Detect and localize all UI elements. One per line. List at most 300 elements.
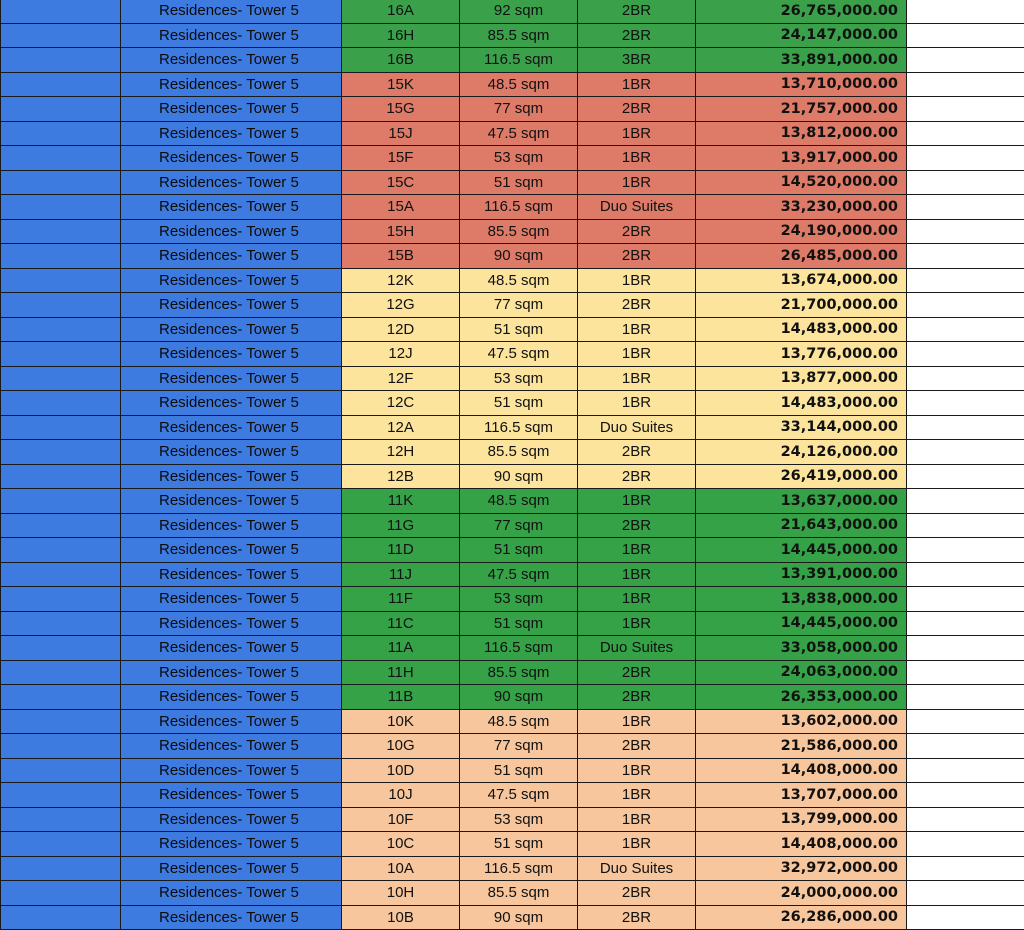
row-marker-cell[interactable] — [1, 685, 121, 710]
unit-cell[interactable]: 16H — [342, 23, 460, 48]
row-marker-cell[interactable] — [1, 734, 121, 759]
empty-cell[interactable] — [907, 391, 1024, 416]
area-cell[interactable]: 47.5 sqm — [460, 562, 578, 587]
area-cell[interactable]: 53 sqm — [460, 587, 578, 612]
price-cell[interactable]: 13,812,000.00 — [696, 121, 907, 146]
table-row — [1, 464, 1024, 489]
table-row — [1, 562, 1024, 587]
table-row — [1, 538, 1024, 563]
table-row — [1, 636, 1024, 661]
empty-cell[interactable] — [907, 293, 1024, 318]
unit-cell[interactable]: 12D — [342, 317, 460, 342]
unit-cell[interactable]: 15A — [342, 195, 460, 220]
table-row — [1, 342, 1024, 367]
project-cell[interactable]: Residences- Tower 5 — [121, 23, 342, 48]
price-cell[interactable]: 13,776,000.00 — [696, 342, 907, 367]
project-cell[interactable]: Residences- Tower 5 — [121, 734, 342, 759]
project-cell[interactable]: Residences- Tower 5 — [121, 317, 342, 342]
price-cell[interactable]: 13,391,000.00 — [696, 562, 907, 587]
price-cell[interactable]: 13,917,000.00 — [696, 146, 907, 171]
type-cell[interactable]: 1BR — [578, 121, 696, 146]
project-cell[interactable]: Residences- Tower 5 — [121, 513, 342, 538]
row-marker-cell[interactable] — [1, 0, 121, 23]
empty-cell[interactable] — [907, 219, 1024, 244]
project-cell[interactable]: Residences- Tower 5 — [121, 905, 342, 930]
type-cell[interactable]: 2BR — [578, 905, 696, 930]
empty-cell[interactable] — [907, 538, 1024, 563]
area-cell[interactable]: 116.5 sqm — [460, 856, 578, 881]
type-cell[interactable]: 1BR — [578, 366, 696, 391]
unit-cell[interactable]: 12A — [342, 415, 460, 440]
type-cell[interactable]: 2BR — [578, 219, 696, 244]
row-marker-cell[interactable] — [1, 293, 121, 318]
empty-cell[interactable] — [907, 317, 1024, 342]
empty-cell[interactable] — [907, 734, 1024, 759]
row-marker-cell[interactable] — [1, 97, 121, 122]
type-cell[interactable]: Duo Suites — [578, 636, 696, 661]
unit-cell[interactable]: 11C — [342, 611, 460, 636]
price-cell[interactable]: 13,877,000.00 — [696, 366, 907, 391]
row-marker-cell[interactable] — [1, 342, 121, 367]
empty-cell[interactable] — [907, 709, 1024, 734]
row-marker-cell[interactable] — [1, 72, 121, 97]
type-cell[interactable]: 2BR — [578, 685, 696, 710]
price-cell[interactable]: 26,485,000.00 — [696, 244, 907, 269]
area-cell[interactable]: 85.5 sqm — [460, 881, 578, 906]
empty-cell[interactable] — [907, 342, 1024, 367]
type-cell[interactable]: Duo Suites — [578, 856, 696, 881]
project-cell[interactable]: Residences- Tower 5 — [121, 832, 342, 857]
table-row — [1, 611, 1024, 636]
row-marker-cell[interactable] — [1, 195, 121, 220]
project-cell[interactable]: Residences- Tower 5 — [121, 48, 342, 73]
price-cell[interactable]: 33,144,000.00 — [696, 415, 907, 440]
area-cell[interactable]: 51 sqm — [460, 611, 578, 636]
table-row — [1, 905, 1024, 930]
type-cell[interactable]: 2BR — [578, 464, 696, 489]
price-cell[interactable]: 14,408,000.00 — [696, 758, 907, 783]
row-marker-cell[interactable] — [1, 783, 121, 808]
project-cell[interactable]: Residences- Tower 5 — [121, 440, 342, 465]
unit-cell[interactable]: 12G — [342, 293, 460, 318]
unit-cell[interactable]: 11H — [342, 660, 460, 685]
project-cell[interactable]: Residences- Tower 5 — [121, 268, 342, 293]
table-row — [1, 219, 1024, 244]
unit-cell[interactable]: 10G — [342, 734, 460, 759]
type-cell[interactable]: 1BR — [578, 611, 696, 636]
price-cell[interactable]: 26,353,000.00 — [696, 685, 907, 710]
price-cell[interactable]: 24,126,000.00 — [696, 440, 907, 465]
project-cell[interactable]: Residences- Tower 5 — [121, 219, 342, 244]
table-row — [1, 832, 1024, 857]
unit-cell[interactable]: 12F — [342, 366, 460, 391]
area-cell[interactable]: 116.5 sqm — [460, 415, 578, 440]
row-marker-cell[interactable] — [1, 121, 121, 146]
empty-cell[interactable] — [907, 660, 1024, 685]
empty-cell[interactable] — [907, 48, 1024, 73]
empty-cell[interactable] — [907, 611, 1024, 636]
table-row — [1, 415, 1024, 440]
row-marker-cell[interactable] — [1, 587, 121, 612]
project-cell[interactable]: Residences- Tower 5 — [121, 709, 342, 734]
type-cell[interactable]: 2BR — [578, 734, 696, 759]
type-cell[interactable]: 1BR — [578, 807, 696, 832]
price-cell[interactable]: 14,483,000.00 — [696, 317, 907, 342]
area-cell[interactable]: 51 sqm — [460, 391, 578, 416]
area-cell[interactable]: 51 sqm — [460, 170, 578, 195]
unit-cell[interactable]: 15J — [342, 121, 460, 146]
empty-cell[interactable] — [907, 783, 1024, 808]
type-cell[interactable]: 1BR — [578, 832, 696, 857]
table-row — [1, 268, 1024, 293]
row-marker-cell[interactable] — [1, 464, 121, 489]
area-cell[interactable]: 47.5 sqm — [460, 342, 578, 367]
row-marker-cell[interactable] — [1, 391, 121, 416]
area-cell[interactable]: 77 sqm — [460, 513, 578, 538]
type-cell[interactable]: 2BR — [578, 0, 696, 23]
type-cell[interactable]: 1BR — [578, 538, 696, 563]
project-cell[interactable]: Residences- Tower 5 — [121, 366, 342, 391]
price-cell[interactable]: 13,602,000.00 — [696, 709, 907, 734]
unit-cell[interactable]: 10A — [342, 856, 460, 881]
price-cell[interactable]: 13,710,000.00 — [696, 72, 907, 97]
row-marker-cell[interactable] — [1, 513, 121, 538]
unit-cell[interactable]: 11F — [342, 587, 460, 612]
price-cell[interactable]: 14,408,000.00 — [696, 832, 907, 857]
empty-cell[interactable] — [907, 807, 1024, 832]
price-cell[interactable]: 26,286,000.00 — [696, 905, 907, 930]
price-cell[interactable]: 26,765,000.00 — [696, 0, 907, 23]
area-cell[interactable]: 116.5 sqm — [460, 636, 578, 661]
price-cell[interactable]: 14,483,000.00 — [696, 391, 907, 416]
unit-cell[interactable]: 12C — [342, 391, 460, 416]
project-cell[interactable]: Residences- Tower 5 — [121, 685, 342, 710]
type-cell[interactable]: 1BR — [578, 783, 696, 808]
project-cell[interactable]: Residences- Tower 5 — [121, 636, 342, 661]
type-cell[interactable]: 2BR — [578, 881, 696, 906]
type-cell[interactable]: 2BR — [578, 244, 696, 269]
empty-cell[interactable] — [907, 562, 1024, 587]
unit-cell[interactable]: 11J — [342, 562, 460, 587]
unit-cell[interactable]: 16A — [342, 0, 460, 23]
table-row — [1, 513, 1024, 538]
area-cell[interactable]: 90 sqm — [460, 464, 578, 489]
table-row — [1, 660, 1024, 685]
area-cell[interactable]: 51 sqm — [460, 317, 578, 342]
price-cell[interactable]: 33,230,000.00 — [696, 195, 907, 220]
row-marker-cell[interactable] — [1, 244, 121, 269]
project-cell[interactable]: Residences- Tower 5 — [121, 170, 342, 195]
price-cell[interactable]: 13,637,000.00 — [696, 489, 907, 514]
area-cell[interactable]: 77 sqm — [460, 734, 578, 759]
unit-cell[interactable]: 10C — [342, 832, 460, 857]
row-marker-cell[interactable] — [1, 709, 121, 734]
area-cell[interactable]: 51 sqm — [460, 832, 578, 857]
area-cell[interactable]: 85.5 sqm — [460, 23, 578, 48]
row-marker-cell[interactable] — [1, 48, 121, 73]
empty-cell[interactable] — [907, 905, 1024, 930]
price-cell[interactable]: 13,707,000.00 — [696, 783, 907, 808]
row-marker-cell[interactable] — [1, 832, 121, 857]
empty-cell[interactable] — [907, 146, 1024, 171]
unit-cell[interactable]: 11D — [342, 538, 460, 563]
row-marker-cell[interactable] — [1, 758, 121, 783]
row-marker-cell[interactable] — [1, 170, 121, 195]
area-cell[interactable]: 90 sqm — [460, 905, 578, 930]
type-cell[interactable]: 1BR — [578, 317, 696, 342]
unit-cell[interactable]: 15H — [342, 219, 460, 244]
unit-cell[interactable]: 10D — [342, 758, 460, 783]
row-marker-cell[interactable] — [1, 489, 121, 514]
area-cell[interactable]: 53 sqm — [460, 366, 578, 391]
empty-cell[interactable] — [907, 97, 1024, 122]
row-marker-cell[interactable] — [1, 905, 121, 930]
project-cell[interactable]: Residences- Tower 5 — [121, 562, 342, 587]
project-cell[interactable]: Residences- Tower 5 — [121, 807, 342, 832]
empty-cell[interactable] — [907, 587, 1024, 612]
price-cell[interactable]: 32,972,000.00 — [696, 856, 907, 881]
price-cell[interactable]: 26,419,000.00 — [696, 464, 907, 489]
type-cell[interactable]: 2BR — [578, 97, 696, 122]
project-cell[interactable]: Residences- Tower 5 — [121, 342, 342, 367]
project-cell[interactable]: Residences- Tower 5 — [121, 195, 342, 220]
price-cell[interactable]: 14,445,000.00 — [696, 538, 907, 563]
row-marker-cell[interactable] — [1, 219, 121, 244]
area-cell[interactable]: 85.5 sqm — [460, 660, 578, 685]
area-cell[interactable]: 116.5 sqm — [460, 195, 578, 220]
area-cell[interactable]: 51 sqm — [460, 758, 578, 783]
table-row — [1, 391, 1024, 416]
area-cell[interactable]: 85.5 sqm — [460, 219, 578, 244]
area-cell[interactable]: 116.5 sqm — [460, 48, 578, 73]
type-cell[interactable]: 2BR — [578, 660, 696, 685]
price-cell[interactable]: 24,063,000.00 — [696, 660, 907, 685]
project-cell[interactable]: Residences- Tower 5 — [121, 587, 342, 612]
table-row — [1, 23, 1024, 48]
empty-cell[interactable] — [907, 856, 1024, 881]
price-cell[interactable]: 21,700,000.00 — [696, 293, 907, 318]
price-cell[interactable]: 13,838,000.00 — [696, 587, 907, 612]
empty-cell[interactable] — [907, 0, 1024, 23]
type-cell[interactable]: 2BR — [578, 293, 696, 318]
row-marker-cell[interactable] — [1, 881, 121, 906]
price-cell[interactable]: 21,757,000.00 — [696, 97, 907, 122]
empty-cell[interactable] — [907, 170, 1024, 195]
empty-cell[interactable] — [907, 415, 1024, 440]
row-marker-cell[interactable] — [1, 23, 121, 48]
row-marker-cell[interactable] — [1, 636, 121, 661]
price-cell[interactable]: 13,674,000.00 — [696, 268, 907, 293]
empty-cell[interactable] — [907, 440, 1024, 465]
project-cell[interactable]: Residences- Tower 5 — [121, 293, 342, 318]
table-row — [1, 48, 1024, 73]
empty-cell[interactable] — [907, 121, 1024, 146]
row-marker-cell[interactable] — [1, 366, 121, 391]
price-cell[interactable]: 33,058,000.00 — [696, 636, 907, 661]
table-row — [1, 685, 1024, 710]
row-marker-cell[interactable] — [1, 660, 121, 685]
row-marker-cell[interactable] — [1, 538, 121, 563]
area-cell[interactable]: 85.5 sqm — [460, 440, 578, 465]
area-cell[interactable]: 92 sqm — [460, 0, 578, 23]
area-cell[interactable]: 47.5 sqm — [460, 783, 578, 808]
table-row — [1, 293, 1024, 318]
unit-cell[interactable]: 10F — [342, 807, 460, 832]
price-cell[interactable]: 21,643,000.00 — [696, 513, 907, 538]
unit-cell[interactable]: 11B — [342, 685, 460, 710]
unit-cell[interactable]: 11G — [342, 513, 460, 538]
empty-cell[interactable] — [907, 636, 1024, 661]
project-cell[interactable]: Residences- Tower 5 — [121, 758, 342, 783]
table-row — [1, 146, 1024, 171]
project-cell[interactable]: Residences- Tower 5 — [121, 415, 342, 440]
empty-cell[interactable] — [907, 464, 1024, 489]
empty-cell[interactable] — [907, 832, 1024, 857]
area-cell[interactable]: 48.5 sqm — [460, 268, 578, 293]
row-marker-cell[interactable] — [1, 856, 121, 881]
unit-cell[interactable]: 12J — [342, 342, 460, 367]
type-cell[interactable]: 1BR — [578, 170, 696, 195]
unit-cell[interactable]: 15G — [342, 97, 460, 122]
empty-cell[interactable] — [907, 489, 1024, 514]
project-cell[interactable]: Residences- Tower 5 — [121, 97, 342, 122]
empty-cell[interactable] — [907, 268, 1024, 293]
project-cell[interactable]: Residences- Tower 5 — [121, 660, 342, 685]
table-row — [1, 72, 1024, 97]
unit-cell[interactable]: 10K — [342, 709, 460, 734]
table-row — [1, 709, 1024, 734]
price-cell[interactable]: 24,190,000.00 — [696, 219, 907, 244]
area-cell[interactable]: 53 sqm — [460, 807, 578, 832]
project-cell[interactable]: Residences- Tower 5 — [121, 611, 342, 636]
type-cell[interactable]: 1BR — [578, 758, 696, 783]
unit-cell[interactable]: 10J — [342, 783, 460, 808]
type-cell[interactable]: Duo Suites — [578, 415, 696, 440]
price-cell[interactable]: 13,799,000.00 — [696, 807, 907, 832]
area-cell[interactable]: 77 sqm — [460, 293, 578, 318]
project-cell[interactable]: Residences- Tower 5 — [121, 489, 342, 514]
unit-cell[interactable]: 15K — [342, 72, 460, 97]
table-row — [1, 317, 1024, 342]
project-cell[interactable]: Residences- Tower 5 — [121, 881, 342, 906]
table-row — [1, 97, 1024, 122]
project-cell[interactable]: Residences- Tower 5 — [121, 783, 342, 808]
row-marker-cell[interactable] — [1, 440, 121, 465]
type-cell[interactable]: 2BR — [578, 513, 696, 538]
table-row — [1, 170, 1024, 195]
area-cell[interactable]: 53 sqm — [460, 146, 578, 171]
area-cell[interactable]: 48.5 sqm — [460, 72, 578, 97]
price-cell[interactable]: 33,891,000.00 — [696, 48, 907, 73]
row-marker-cell[interactable] — [1, 415, 121, 440]
unit-cell[interactable]: 11A — [342, 636, 460, 661]
project-cell[interactable]: Residences- Tower 5 — [121, 464, 342, 489]
empty-cell[interactable] — [907, 244, 1024, 269]
price-cell[interactable]: 21,586,000.00 — [696, 734, 907, 759]
row-marker-cell[interactable] — [1, 807, 121, 832]
empty-cell[interactable] — [907, 366, 1024, 391]
type-cell[interactable]: 1BR — [578, 146, 696, 171]
table-row — [1, 758, 1024, 783]
row-marker-cell[interactable] — [1, 146, 121, 171]
type-cell[interactable]: 2BR — [578, 23, 696, 48]
row-marker-cell[interactable] — [1, 268, 121, 293]
type-cell[interactable]: 2BR — [578, 440, 696, 465]
area-cell[interactable]: 47.5 sqm — [460, 121, 578, 146]
row-marker-cell[interactable] — [1, 317, 121, 342]
unit-cell[interactable]: 10H — [342, 881, 460, 906]
unit-cell[interactable]: 15C — [342, 170, 460, 195]
empty-cell[interactable] — [907, 513, 1024, 538]
project-cell[interactable]: Residences- Tower 5 — [121, 72, 342, 97]
row-marker-cell[interactable] — [1, 562, 121, 587]
price-cell[interactable]: 24,000,000.00 — [696, 881, 907, 906]
type-cell[interactable]: 1BR — [578, 489, 696, 514]
table-row — [1, 0, 1024, 23]
area-cell[interactable]: 90 sqm — [460, 244, 578, 269]
type-cell[interactable]: 1BR — [578, 391, 696, 416]
empty-cell[interactable] — [907, 195, 1024, 220]
unit-cell[interactable]: 12B — [342, 464, 460, 489]
area-cell[interactable]: 48.5 sqm — [460, 709, 578, 734]
table-row — [1, 366, 1024, 391]
table-body — [1, 0, 1024, 930]
row-marker-cell[interactable] — [1, 611, 121, 636]
unit-cell[interactable]: 12H — [342, 440, 460, 465]
empty-cell[interactable] — [907, 23, 1024, 48]
type-cell[interactable]: 3BR — [578, 48, 696, 73]
unit-cell[interactable]: 12K — [342, 268, 460, 293]
project-cell[interactable]: Residences- Tower 5 — [121, 538, 342, 563]
area-cell[interactable]: 77 sqm — [460, 97, 578, 122]
price-cell[interactable]: 14,520,000.00 — [696, 170, 907, 195]
type-cell[interactable]: 1BR — [578, 72, 696, 97]
table-row — [1, 587, 1024, 612]
price-cell[interactable]: 24,147,000.00 — [696, 23, 907, 48]
table-row — [1, 783, 1024, 808]
project-cell[interactable]: Residences- Tower 5 — [121, 121, 342, 146]
type-cell[interactable]: 1BR — [578, 709, 696, 734]
empty-cell[interactable] — [907, 72, 1024, 97]
table-row — [1, 440, 1024, 465]
type-cell[interactable]: 1BR — [578, 268, 696, 293]
empty-cell[interactable] — [907, 685, 1024, 710]
table-row — [1, 807, 1024, 832]
unit-cell[interactable]: 10B — [342, 905, 460, 930]
type-cell[interactable]: 1BR — [578, 587, 696, 612]
project-cell[interactable]: Residences- Tower 5 — [121, 146, 342, 171]
table-row — [1, 881, 1024, 906]
type-cell[interactable]: Duo Suites — [578, 195, 696, 220]
area-cell[interactable]: 51 sqm — [460, 538, 578, 563]
price-cell[interactable]: 14,445,000.00 — [696, 611, 907, 636]
project-cell[interactable]: Residences- Tower 5 — [121, 0, 342, 23]
project-cell[interactable]: Residences- Tower 5 — [121, 244, 342, 269]
unit-cell[interactable]: 11K — [342, 489, 460, 514]
unit-cell[interactable]: 16B — [342, 48, 460, 73]
empty-cell[interactable] — [907, 758, 1024, 783]
area-cell[interactable]: 90 sqm — [460, 685, 578, 710]
project-cell[interactable]: Residences- Tower 5 — [121, 856, 342, 881]
type-cell[interactable]: 1BR — [578, 562, 696, 587]
empty-cell[interactable] — [907, 881, 1024, 906]
project-cell[interactable]: Residences- Tower 5 — [121, 391, 342, 416]
area-cell[interactable]: 48.5 sqm — [460, 489, 578, 514]
type-cell[interactable]: 1BR — [578, 342, 696, 367]
unit-cell[interactable]: 15F — [342, 146, 460, 171]
table-row — [1, 489, 1024, 514]
unit-cell[interactable]: 15B — [342, 244, 460, 269]
